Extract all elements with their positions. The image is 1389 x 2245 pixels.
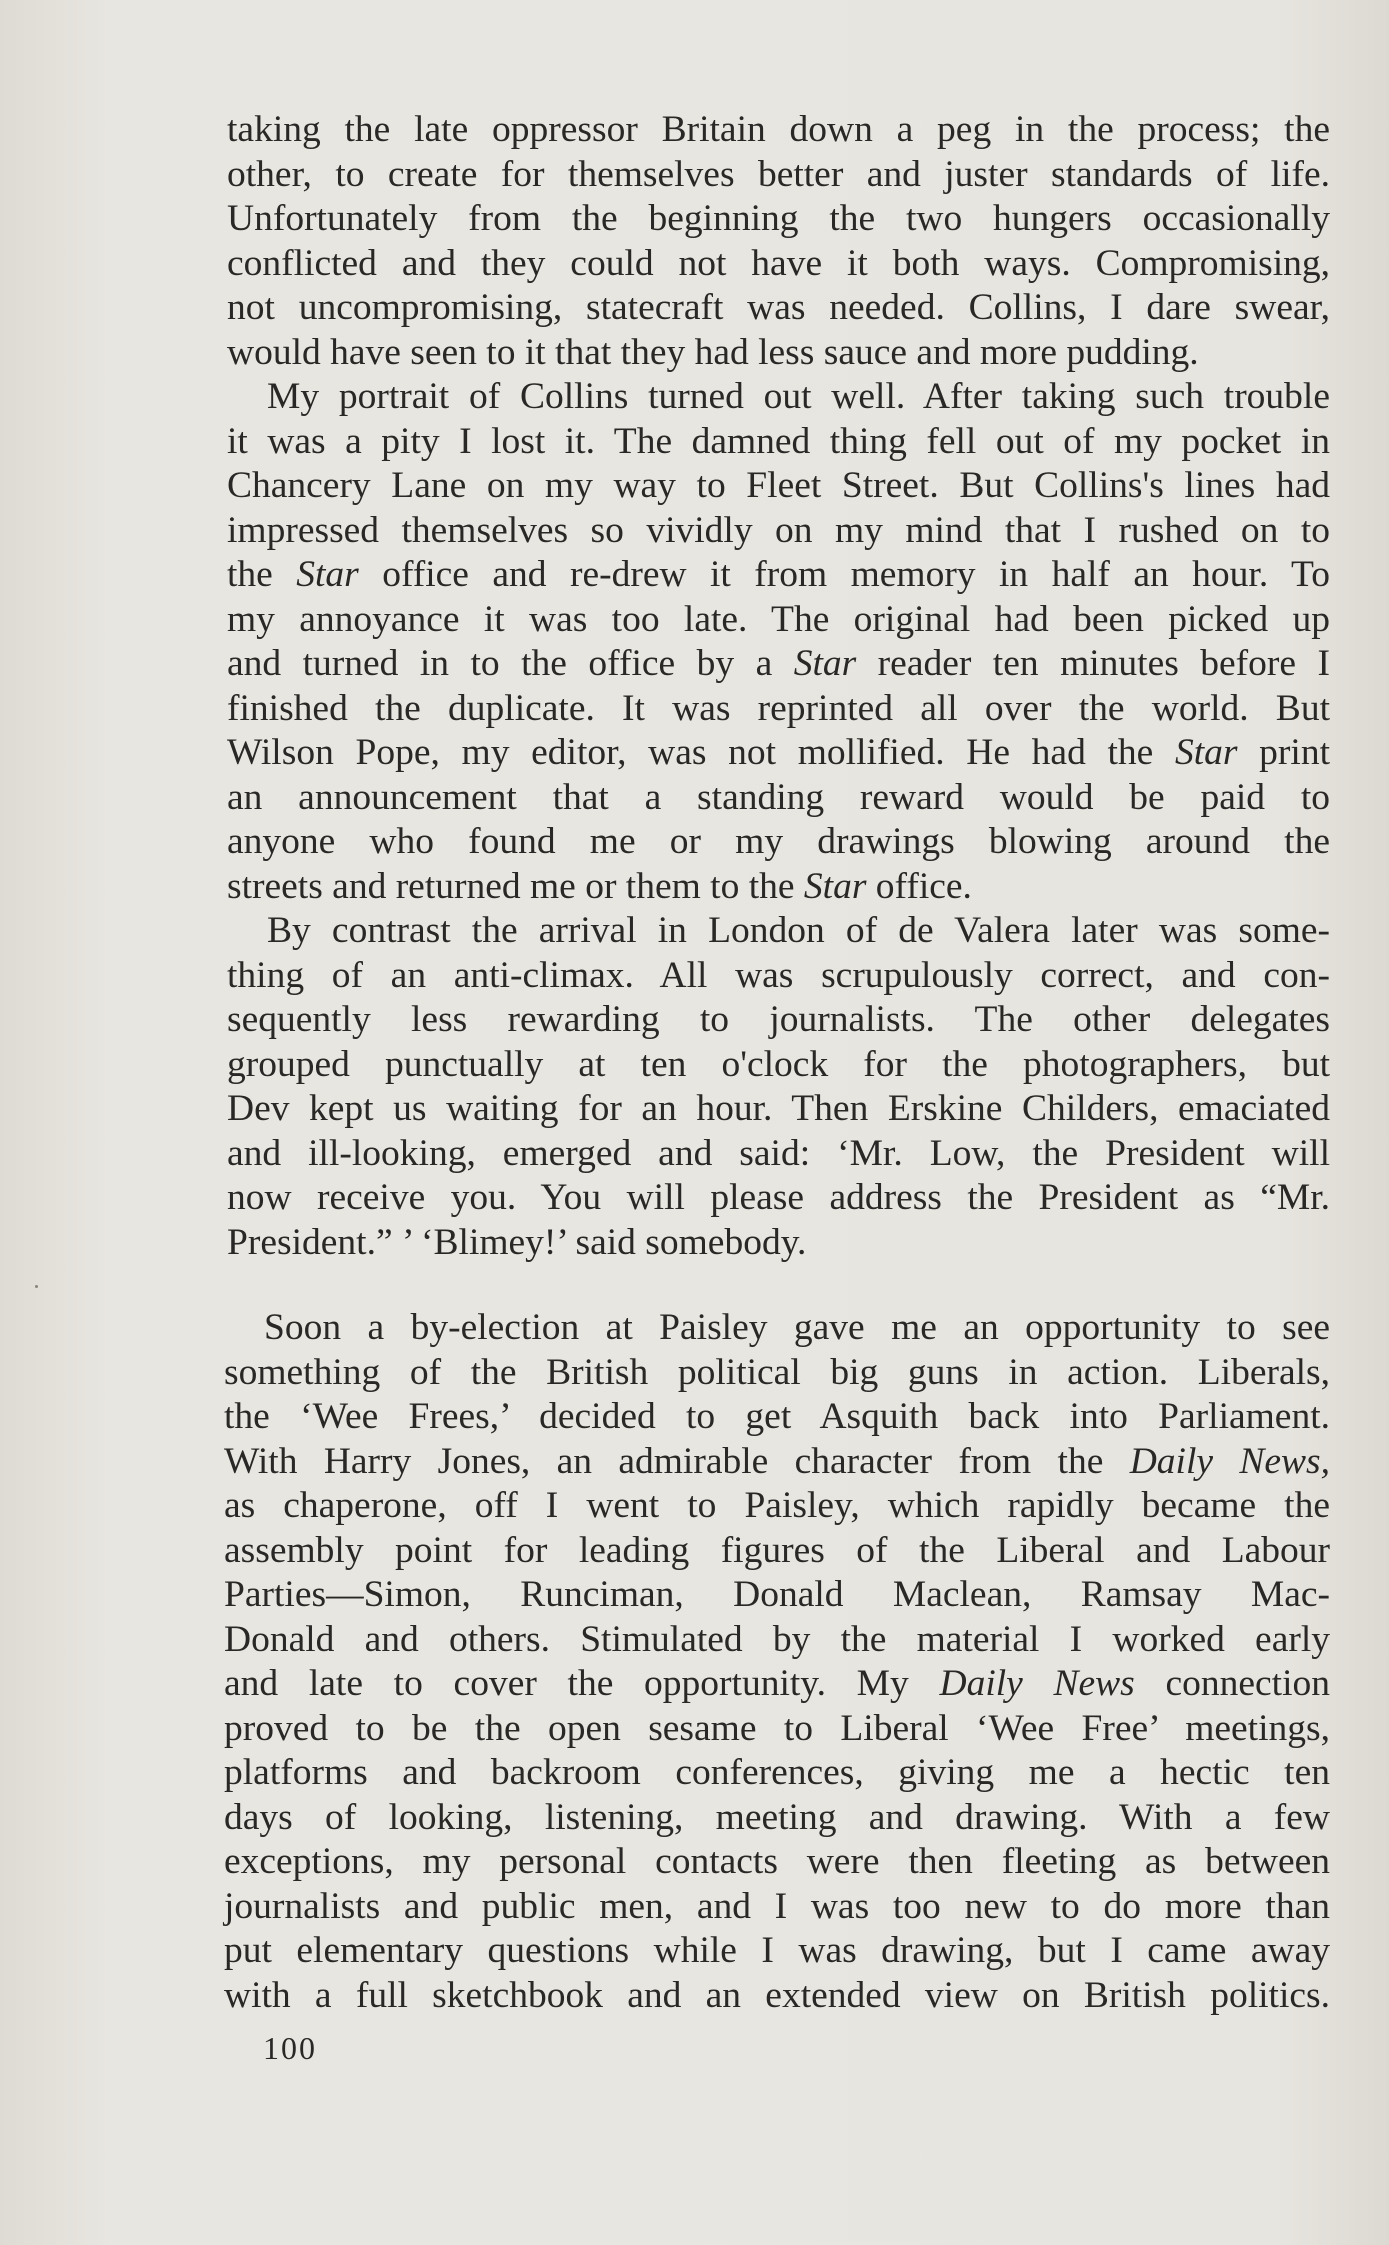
text-segment: print <box>1237 732 1330 773</box>
text-line: platforms and backroom conferences, giving me a hectic ten <box>224 1752 1330 1793</box>
text-line: thing of an anti-climax. All was scrupulously correct, and con- <box>227 954 1330 996</box>
text-segment: and late to cover the opportunity. My <box>224 1663 940 1704</box>
text-line: proved to be the open sesame to Liberal ‘Wee Free’ meetings, <box>224 1707 1330 1749</box>
text-line <box>227 642 1330 687</box>
text-line: journalists and public men, and I was too new to do more than <box>224 1885 1330 1927</box>
newspaper-title: Star <box>296 554 359 595</box>
text-segment: streets and returned me or them to the <box>227 865 804 907</box>
text-line: Dev kept us waiting for an hour. Then Erskine Childers, emaciated <box>227 1088 1330 1129</box>
text-line <box>227 731 1330 776</box>
newspaper-title: Daily News <box>939 1663 1135 1704</box>
text-line: President.” ’ ‘Blimey!’ said somebody. <box>227 1221 807 1263</box>
text-line: something of the British political big guns in action. Liberals, <box>224 1351 1330 1393</box>
paragraph-start-line: My portrait of Collins turned out well. After taking such trouble <box>267 376 1330 417</box>
text-line <box>224 1440 1330 1485</box>
text-segment: office and re-drew it from memory in half an hour. To <box>358 554 1330 595</box>
paper-speck <box>35 1285 38 1288</box>
text-line: with a full sketchbook and an extended view on British politics. <box>224 1974 1330 2016</box>
page-number: 100 <box>263 2030 317 2066</box>
text-line: it was a pity I lost it. The damned thing fell out of my pocket in <box>227 420 1330 462</box>
paragraph-start-line: Soon a by-election at Paisley gave me an opportunity to see <box>264 1307 1330 1348</box>
text-block-lower <box>224 1306 1330 2018</box>
text-line: conflicted and they could not have it both ways. Compromising, <box>227 242 1330 284</box>
text-line: Unfortunately from the beginning the two hungers occasionally <box>227 198 1330 239</box>
text-segment: the <box>227 554 297 595</box>
text-line <box>227 553 1330 598</box>
text-line: my annoyance it was too late. The original had been picked up <box>227 598 1330 640</box>
newspaper-title: Star <box>1174 732 1238 773</box>
text-line: Chancery Lane on my way to Fleet Street. But Collins's lines had <box>227 465 1330 506</box>
text-line: as chaperone, off I went to Paisley, which rapidly became the <box>224 1485 1330 1526</box>
text-line: assembly point for leading figures of the Liberal and Labour <box>224 1529 1330 1571</box>
text-segment: office. <box>866 865 972 907</box>
text-line: anyone who found me or my drawings blowing around the <box>227 821 1330 862</box>
text-segment: Wilson Pope, my editor, was not mollified. He had the <box>227 732 1175 773</box>
text-line: Donald and others. Stimulated by the material I worked early <box>224 1618 1330 1660</box>
text-line: and ill-looking, emerged and said: ‘Mr. Low, the President will <box>227 1132 1330 1174</box>
text-line: taking the late oppressor Britain down a peg in the process; the <box>227 109 1330 150</box>
text-line: exceptions, my personal contacts were then fleeting as between <box>224 1841 1330 1882</box>
text-segment: connection <box>1134 1663 1330 1704</box>
text-line: the ‘Wee Frees,’ decided to get Asquith back into Parliament. <box>224 1396 1330 1437</box>
text-block-upper <box>227 108 1330 1265</box>
text-line: Parties—Simon, Runciman, Donald Maclean, Ramsay Mac- <box>224 1574 1330 1615</box>
text-line: finished the duplicate. It was reprinted all over the world. But <box>227 687 1330 729</box>
text-line <box>224 1662 1330 1707</box>
text-line <box>227 865 1330 910</box>
text-line: impressed themselves so vividly on my mind that I rushed on to <box>227 509 1330 551</box>
text-line: put elementary questions while I was drawing, but I came away <box>224 1930 1330 1971</box>
text-line: days of looking, listening, meeting and drawing. With a few <box>224 1796 1330 1838</box>
text-segment: and turned in to the office by a <box>227 643 794 684</box>
text-line: would have seen to it that they had less sauce and more pudding. <box>227 331 1199 373</box>
text-line: other, to create for themselves better and juster standards of life. <box>227 153 1330 195</box>
text-line: an announcement that a standing reward would be paid to <box>227 776 1330 818</box>
text-line: not uncompromising, statecraft was needed. Collins, I dare swear, <box>227 287 1330 328</box>
newspaper-title: Daily News, <box>1129 1440 1330 1482</box>
text-segment: reader ten minutes before I <box>856 643 1330 684</box>
newspaper-title: Star <box>793 643 857 684</box>
text-segment: With Harry Jones, an admirable character from the <box>224 1440 1130 1482</box>
text-line: grouped punctually at ten o'clock for the photographers, but <box>227 1043 1330 1085</box>
paragraph-start-line: By contrast the arrival in London of de Valera later was some- <box>267 910 1330 951</box>
newspaper-title: Star <box>803 865 867 907</box>
text-line: now receive you. You will please address the President as “Mr. <box>227 1177 1330 1218</box>
text-line: sequently less rewarding to journalists. The other delegates <box>227 999 1330 1040</box>
